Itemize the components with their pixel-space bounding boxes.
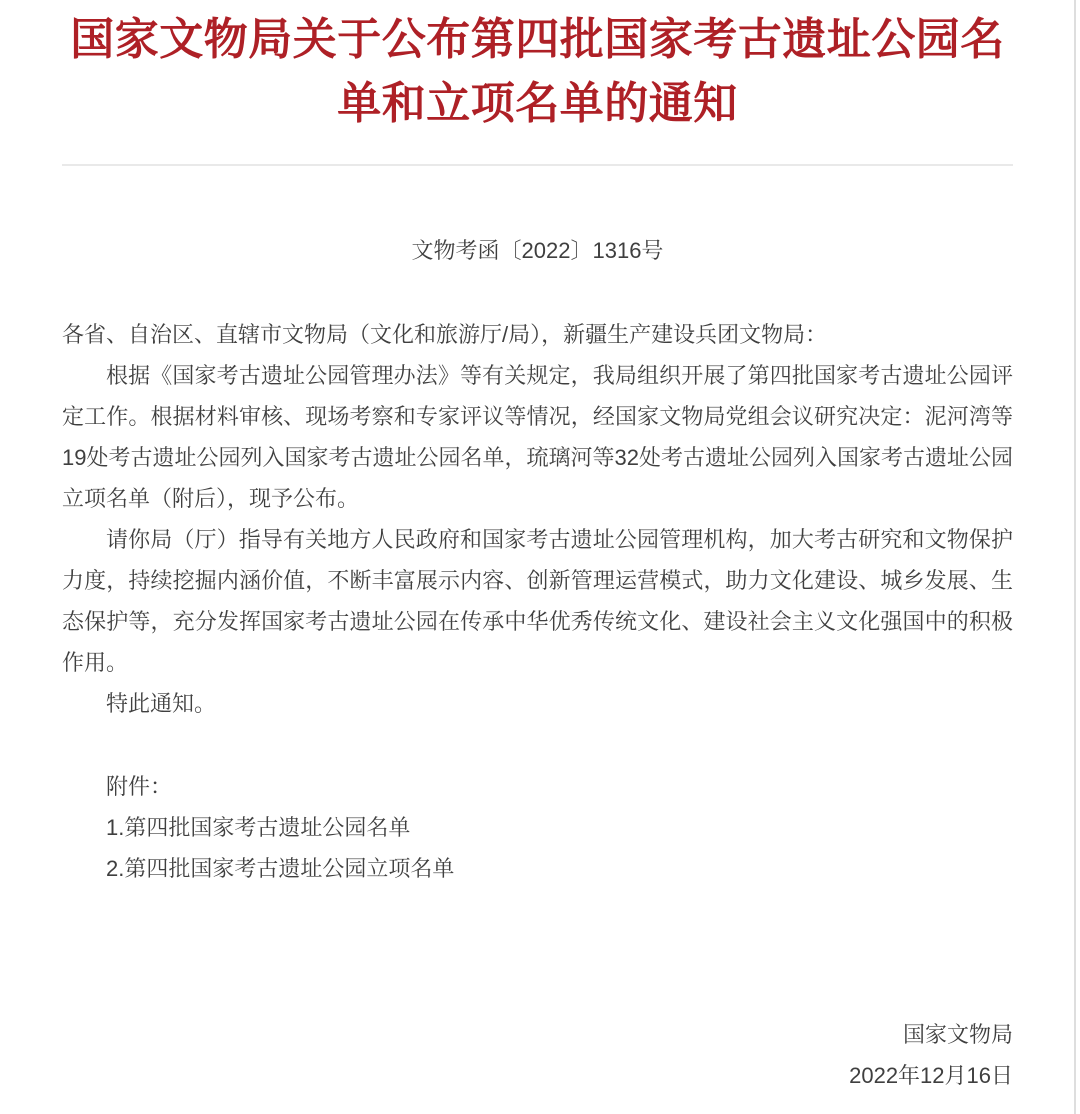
issuer-name: 国家文物局 bbox=[902, 1022, 1013, 1047]
body-paragraph-decision: 根据《国家考古遗址公园管理办法》等有关规定，我局组织开展了第四批国家考古遗址公园评定工作。根据材料审核、现场考察和专家评议等情况，经国家文物局党组会议研究决定：泥河湾等19处考古遗址公园列入国家考古遗址公园名单，琉璃河等32处考古遗址公园列入国家考古遗址公园立项名单（附后），现予公布。 bbox=[62, 363, 1013, 511]
title-divider bbox=[62, 164, 1013, 166]
attachment-item-1: 1.第四批国家考古遗址公园名单 bbox=[106, 815, 411, 840]
document-number: 文物考函〔2022〕1316号 bbox=[411, 238, 664, 263]
salutation-line: 各省、自治区、直辖市文物局（文化和旅游厅/局），新疆生产建设兵团文物局： bbox=[62, 322, 828, 347]
attachment-item-2: 2.第四批国家考古遗址公园立项名单 bbox=[106, 856, 455, 881]
body-paragraph-instruction: 请你局（厅）指导有关地方人民政府和国家考古遗址公园管理机构，加大考古研究和文物保护力度，持续挖掘内涵价值，不断丰富展示内容、创新管理运营模式，助力文化建设、城乡发展、生态保护等，充分发挥国家考古遗址公园在传承中华优秀传统文化、建设社会主义文化强国中的积极作用。 bbox=[62, 527, 1013, 675]
attachments-label: 附件： bbox=[106, 774, 173, 799]
page-right-edge-divider bbox=[1074, 0, 1076, 1114]
closing-notice-line: 特此通知。 bbox=[106, 691, 217, 716]
signature-block bbox=[62, 1014, 1013, 1096]
page-title: 国家文物局关于公布第四批国家考古遗址公园名单和立项名单的通知 bbox=[70, 15, 1005, 128]
issue-date: 2022年12月16日 bbox=[849, 1063, 1013, 1088]
